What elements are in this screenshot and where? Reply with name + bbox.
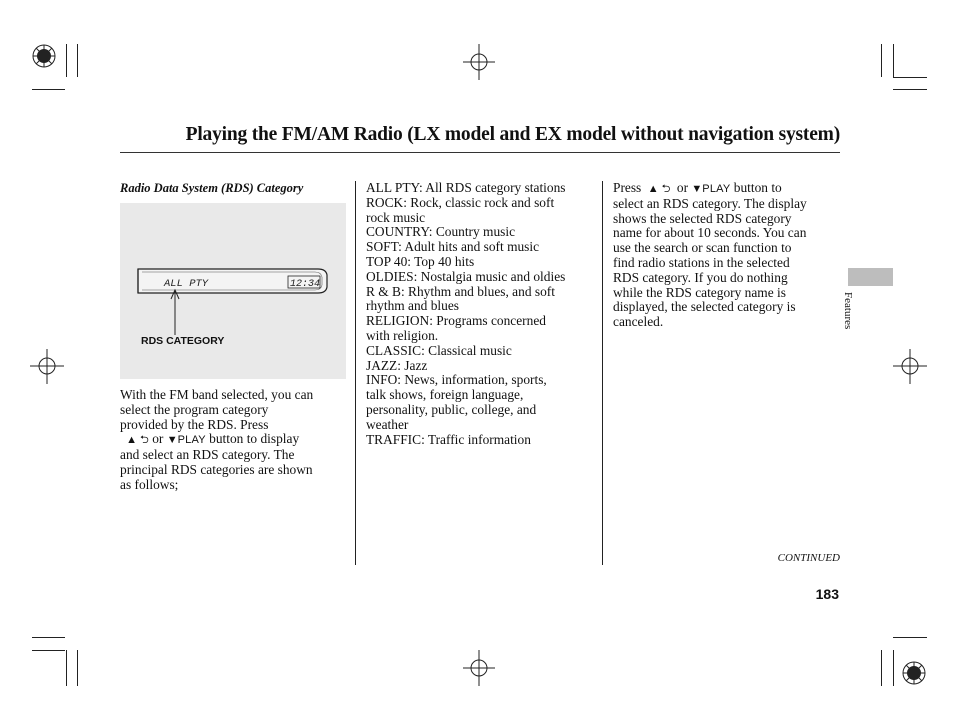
callout-label: RDS CATEGORY [141, 335, 225, 347]
or-text: or [152, 431, 164, 447]
column-divider-2 [602, 181, 603, 565]
category-line: OLDIES: Nostalgia music and oldies [366, 268, 566, 284]
radio-display-illustration [120, 203, 346, 379]
up-arrow-return-button-icon: ▲ ⮌ [120, 434, 149, 447]
category-line: RELIGION: Programs concerned [366, 313, 546, 329]
play-button-label: PLAY [177, 434, 206, 447]
crosshair-target-bottom [463, 650, 495, 686]
down-arrow-icon: ▼ [166, 434, 178, 447]
col3-line: RDS category. If you do nothing [613, 269, 788, 285]
col1-line: provided by the RDS. Press [120, 416, 269, 432]
category-line: personality, public, college, and [366, 401, 537, 417]
category-line: ROCK: Rock, classic rock and soft [366, 194, 555, 210]
category-line: SOFT: Adult hits and soft music [366, 239, 540, 255]
col1-line: principal RDS categories are shown [120, 461, 313, 477]
category-line: INFO: News, information, sports, [366, 372, 547, 388]
title-rule [120, 152, 840, 153]
category-line: R & B: Rhythm and blues, and soft [366, 283, 555, 299]
col1-line: and select an RDS category. The [120, 447, 295, 463]
col3-line: find radio stations in the selected [613, 254, 790, 270]
continued-label: CONTINUED [777, 552, 840, 564]
starburst-mark-top-left [33, 45, 55, 67]
display-clock-text: 12:34 [290, 279, 321, 290]
category-line: weather [366, 416, 409, 432]
section-tab-marker [848, 268, 893, 286]
col3-line: canceled. [613, 314, 664, 330]
up-arrow-return-button-icon: ▲ ⮌ [644, 183, 674, 195]
radio-display-figure [120, 203, 346, 379]
press-text: Press [613, 180, 642, 195]
column-3-text [613, 181, 835, 330]
col1-line: select the program category [120, 401, 269, 417]
play-button-label: PLAY [702, 183, 731, 195]
crosshair-target-top [463, 44, 495, 80]
col3-line: name for about 10 seconds. You can [613, 225, 807, 241]
category-line: ALL PTY: All RDS category stations [366, 180, 566, 195]
column-divider-1 [355, 181, 356, 565]
section-tab-label: Features [842, 292, 854, 330]
col1-button-line [120, 432, 346, 448]
category-line: JAZZ: Jazz [366, 357, 428, 373]
crosshair-target-right [893, 349, 927, 384]
category-line: TOP 40: Top 40 hits [366, 253, 475, 269]
figure-caption: Radio Data System (RDS) Category [120, 181, 304, 195]
col3-line: displayed, the selected category is [613, 299, 796, 315]
col3-line: shows the selected RDS category [613, 210, 792, 226]
down-arrow-icon: ▼ [691, 183, 703, 195]
column-1-text [120, 388, 346, 493]
category-line: TRAFFIC: Traffic information [366, 431, 531, 447]
col3-line: while the RDS category name is [613, 284, 786, 300]
category-line: with religion. [366, 327, 439, 343]
or-text: or [676, 180, 689, 195]
page-title: Playing the FM/AM Radio (LX model and EX model without navigation system) [185, 124, 840, 145]
col1-line: With the FM band selected, you can [120, 387, 314, 402]
display-category-text: ALL PTY [164, 278, 209, 290]
column-2-category-list [366, 181, 592, 447]
col3-button-line [613, 181, 835, 197]
col1-line: as follows; [120, 476, 179, 492]
category-line: COUNTRY: Country music [366, 224, 516, 240]
page-number: 183 [815, 586, 839, 602]
button-line-rest: button to display [209, 431, 300, 447]
category-line: rock music [366, 209, 426, 225]
starburst-mark-bottom-right [903, 662, 925, 684]
crosshair-target-left [30, 349, 64, 384]
button-line-rest: button to [733, 180, 782, 195]
category-line: CLASSIC: Classical music [366, 342, 512, 358]
col3-line: select an RDS category. The display [613, 195, 807, 211]
category-line: rhythm and blues [366, 298, 459, 314]
col3-line: use the search or scan function to [613, 240, 792, 256]
category-line: talk shows, foreign language, [366, 387, 524, 403]
